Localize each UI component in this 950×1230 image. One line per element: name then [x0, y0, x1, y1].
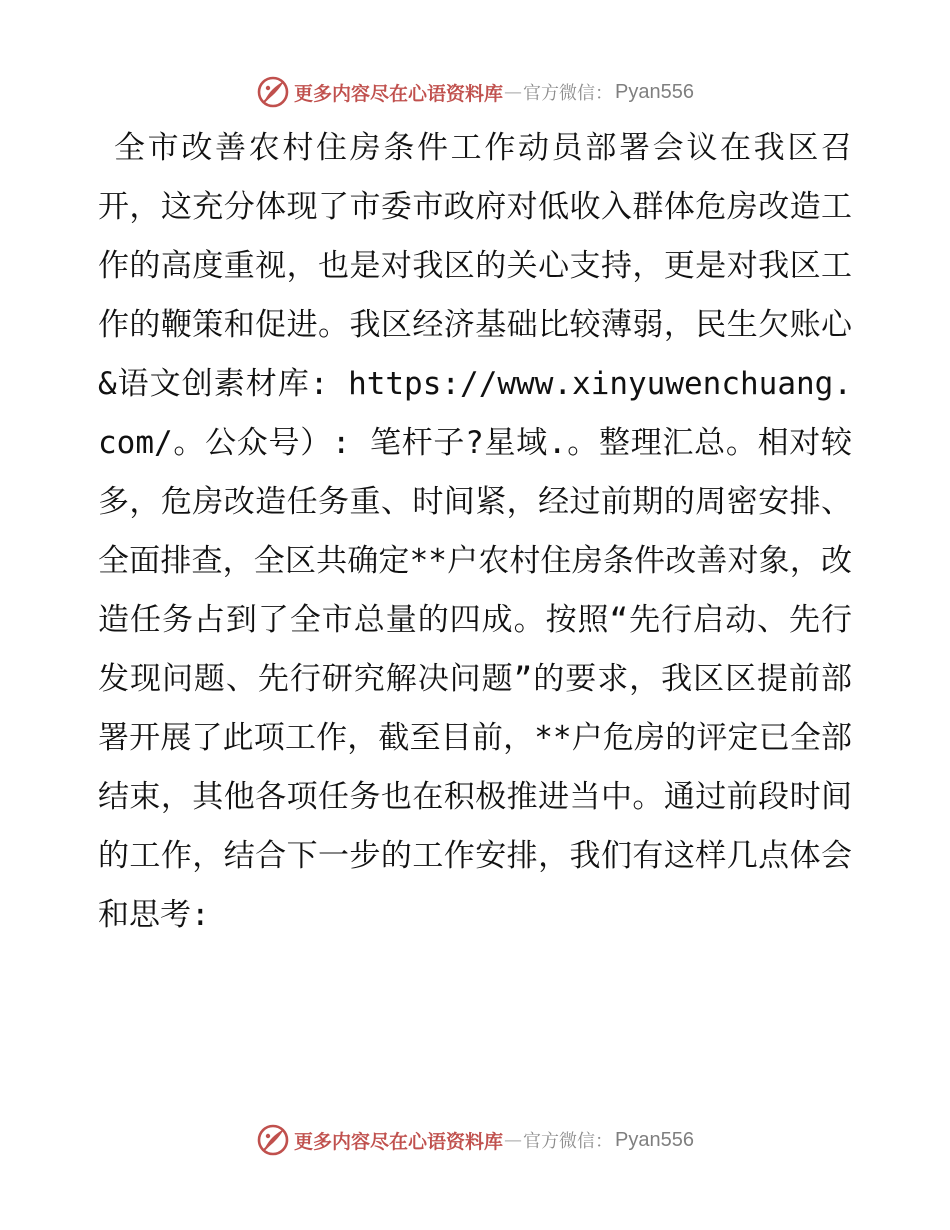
header-watermark — [0, 72, 950, 112]
watermark-dash: — — [504, 81, 523, 103]
watermark-library-name: 更多内容尽在心语资料库 — [294, 82, 504, 105]
footer-watermark — [0, 1120, 950, 1160]
feather-pen-logo-icon — [256, 75, 290, 109]
watermark-wechat-id: Pyan556 — [615, 1128, 694, 1151]
watermark-wechat-label: 官方微信： — [523, 1131, 614, 1152]
watermark-wechat-id: Pyan556 — [615, 80, 694, 103]
watermark-library-name: 更多内容尽在心语资料库 — [294, 1130, 504, 1153]
document-body-paragraph: 全市改善农村住房条件工作动员部署会议在我区召开，这充分体现了市委市政府对低收入群体危房改造工作的高度重视，也是对我区的关心支持，更是对我区工作的鞭策和促进。我区经济基础比较薄弱，民生欠账心&语文创素材库: https://www.xinyuwenchuang.com/。公众号）: 笔杆子?星域.。整理汇总。相对较多，危房改造任务重、时间紧，经过前期的周密安排、全面排查，全区共确定**户农村住房条件改善对象，改造任务占到了全市总量的四成。按照“先行启动、先行发现问题、先行研究解决问题”的要求，我区区提前部署开展了此项工作，截至目前，**户危房的评定已全部结束，其他各项任务也在积极推进当中。通过前段时间的工作，结合下一步的工作安排，我们有这样几点体会和思考: — [98, 130, 852, 933]
watermark-dash: — — [504, 1129, 523, 1151]
feather-pen-logo-icon — [256, 1123, 290, 1157]
watermark-wechat-label: 官方微信： — [523, 83, 614, 104]
